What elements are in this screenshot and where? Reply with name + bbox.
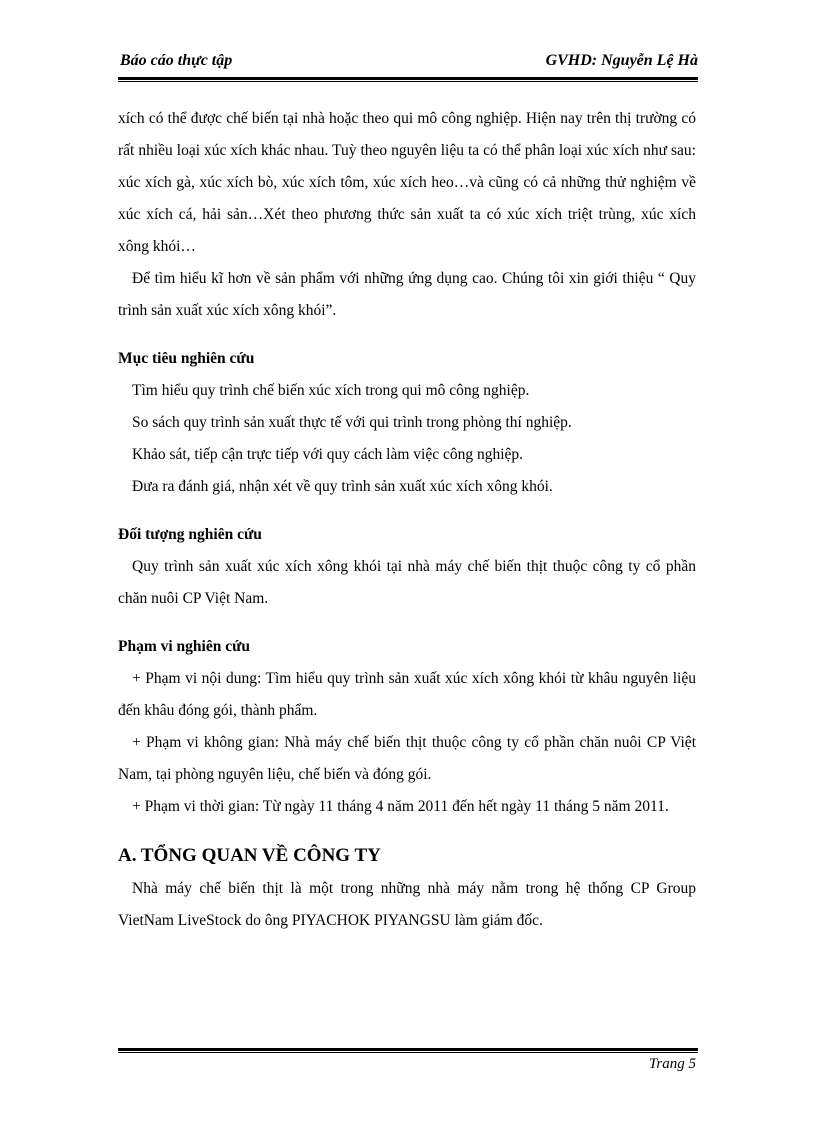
subject-heading: Đối tượng nghiên cứu — [118, 526, 262, 543]
scope-heading: Phạm vi nghiên cứu — [118, 638, 251, 655]
objective-item: So sách quy trình sản xuất thực tế với qui trình trong phòng thí nghiệp. — [132, 414, 572, 431]
intro-paragraph-1: xích có thể được chế biến tại nhà hoặc theo qui mô công nghiệp. Hiện nay trên thị trường có rất nhiều loại xúc xích khác nhau. Tuỳ theo nguyên liệu ta có thể phân loại xúc xích như sau: xúc xích gà, xúc xích bò, xúc xích tôm, xúc xích heo…và cũng có cả những thử nghiệm về xúc xích cá, hải sản…Xét theo phương thức sản xuất ta có xúc xích triệt trùng, xúc xích xông khói… — [118, 110, 696, 255]
subject-paragraph: Quy trình sản xuất xúc xích xông khói tại nhà máy chế biến thịt thuộc công ty cổ phần chăn nuôi CP Việt Nam. — [118, 558, 696, 607]
objective-item: Khảo sát, tiếp cận trực tiếp với quy cách làm việc công nghiệp. — [132, 446, 524, 463]
objective-item: Tìm hiểu quy trình chế biến xúc xích trong qui mô công nghiệp. — [132, 382, 530, 399]
header-divider-thin — [118, 81, 698, 82]
scope-item-space: + Phạm vi không gian: Nhà máy chế biến thịt thuộc công ty cổ phần chăn nuôi CP Việt Nam, tại phòng nguyên liệu, chế biến và đóng gói. — [118, 734, 696, 783]
header-advisor: GVHD: Nguyễn Lệ Hà — [545, 52, 698, 69]
header-divider — [118, 77, 698, 80]
section-a-paragraph: Nhà máy chế biến thịt là một trong những nhà máy nằm trong hệ thống CP Group VietNam LiveStock do ông PIYACHOK PIYANGSU làm giám đốc. — [118, 880, 696, 929]
header-report-title: Báo cáo thực tập — [120, 52, 233, 69]
scope-item-content: + Phạm vi nội dung: Tìm hiểu quy trình sản xuất xúc xích xông khói từ khâu nguyên liệu đến khâu đóng gói, thành phẩm. — [118, 670, 696, 719]
page-header — [118, 52, 698, 76]
objective-item: Đưa ra đánh giá, nhận xét về quy trình sản xuất xúc xích xông khói. — [132, 478, 553, 495]
intro-paragraph-2: Để tìm hiểu kĩ hơn về sản phẩm với những ứng dụng cao. Chúng tôi xin giới thiệu “ Quy trình sản xuất xúc xích xông khói”. — [118, 270, 696, 319]
page-content — [118, 103, 696, 937]
footer-divider — [118, 1048, 698, 1051]
objectives-heading: Mục tiêu nghiên cứu — [118, 350, 255, 367]
page-number: Trang 5 — [648, 1056, 696, 1072]
footer-divider-thin — [118, 1052, 698, 1053]
section-a-heading: A. TỔNG QUAN VỀ CÔNG TY — [118, 845, 381, 866]
scope-item-time: + Phạm vi thời gian: Từ ngày 11 tháng 4 năm 2011 đến hết ngày 11 tháng 5 năm 2011. — [132, 798, 669, 815]
